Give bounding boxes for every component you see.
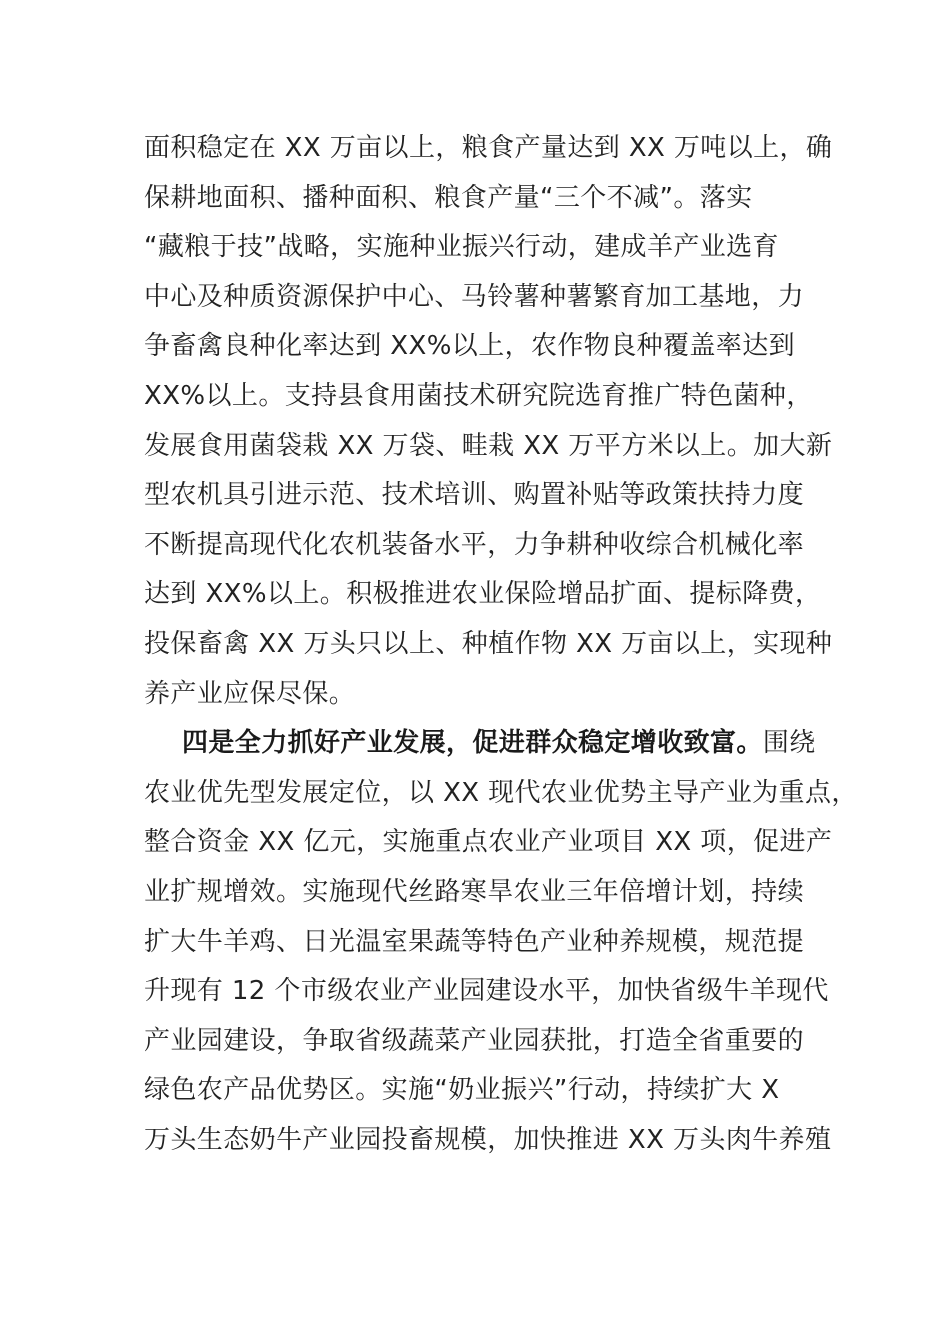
paragraph2-line: 万头生态奶牛产业园投畜规模，加快推进 XX 万头肉牛养殖 — [144, 1124, 832, 1155]
paragraph1-line: 型农机具引进示范、技术培训、购置补贴等政策扶持力度 — [144, 480, 805, 511]
paragraph1-line: 不断提高现代化农机装备水平，力争耕种收综合机械化率 — [144, 529, 805, 560]
paragraph1-line: 保耕地面积、播种面积、粮食产量“三个不减”。落实 — [144, 182, 753, 213]
paragraph2-line: 绿色农产品优势区。实施“奶业振兴”行动，持续扩大 X — [144, 1075, 780, 1106]
paragraph2-line: 升现有 12 个市级农业产业园建设水平，加快省级牛羊现代 — [144, 976, 829, 1007]
paragraph2-line: 业扩规增效。实施现代丝路寒旱农业三年倍增计划，持续 — [144, 876, 805, 907]
paragraph1-line: 面积稳定在 XX 万亩以上，粮食产量达到 XX 万吨以上，确 — [144, 133, 833, 163]
paragraph2-first-line — [144, 719, 834, 769]
paragraph1-line: “藏粮于技”战略，实施种业振兴行动，建成羊产业选育 — [144, 232, 779, 263]
paragraph2-line: 农业优先型发展定位，以 XX 现代农业优势主导产业为重点， — [144, 777, 858, 808]
paragraph1-line: 达到 XX%以上。积极推进农业保险增品扩面、提标降费， — [144, 579, 822, 610]
paragraph2-heading: 四是全力抓好产业发展，促进群众稳定增收致富。 — [182, 728, 763, 759]
paragraph1-line: 发展食用菌袋栽 XX 万袋、畦栽 XX 万平方米以上。加大新 — [144, 430, 833, 461]
paragraph1-line: 争畜禽良种化率达到 XX%以上，农作物良种覆盖率达到 — [144, 331, 795, 362]
paragraph2-line: 扩大牛羊鸡、日光温室果蔬等特色产业种养规模，规范提 — [144, 926, 805, 957]
paragraph1-line: 中心及种质资源保护中心、马铃薯种薯繁育加工基地，力 — [144, 281, 805, 312]
paragraph2-line: 整合资金 XX 亿元，实施重点农业产业项目 XX 项，促进产 — [144, 827, 833, 858]
paragraph2-line: 产业园建设，争取省级蔬菜产业园获批，打造全省重要的 — [144, 1025, 805, 1056]
paragraph1-line: 养产业应保尽保。 — [144, 678, 356, 709]
paragraph1-line: 投保畜禽 XX 万头只以上、种植作物 XX 万亩以上，实现种 — [144, 628, 833, 659]
paragraph2-first-line-rest: 围绕 — [762, 728, 816, 759]
paragraph1-line: XX%以上。支持县食用菌技术研究院选育推广特色菌种， — [144, 380, 813, 411]
body-text — [144, 124, 858, 1165]
